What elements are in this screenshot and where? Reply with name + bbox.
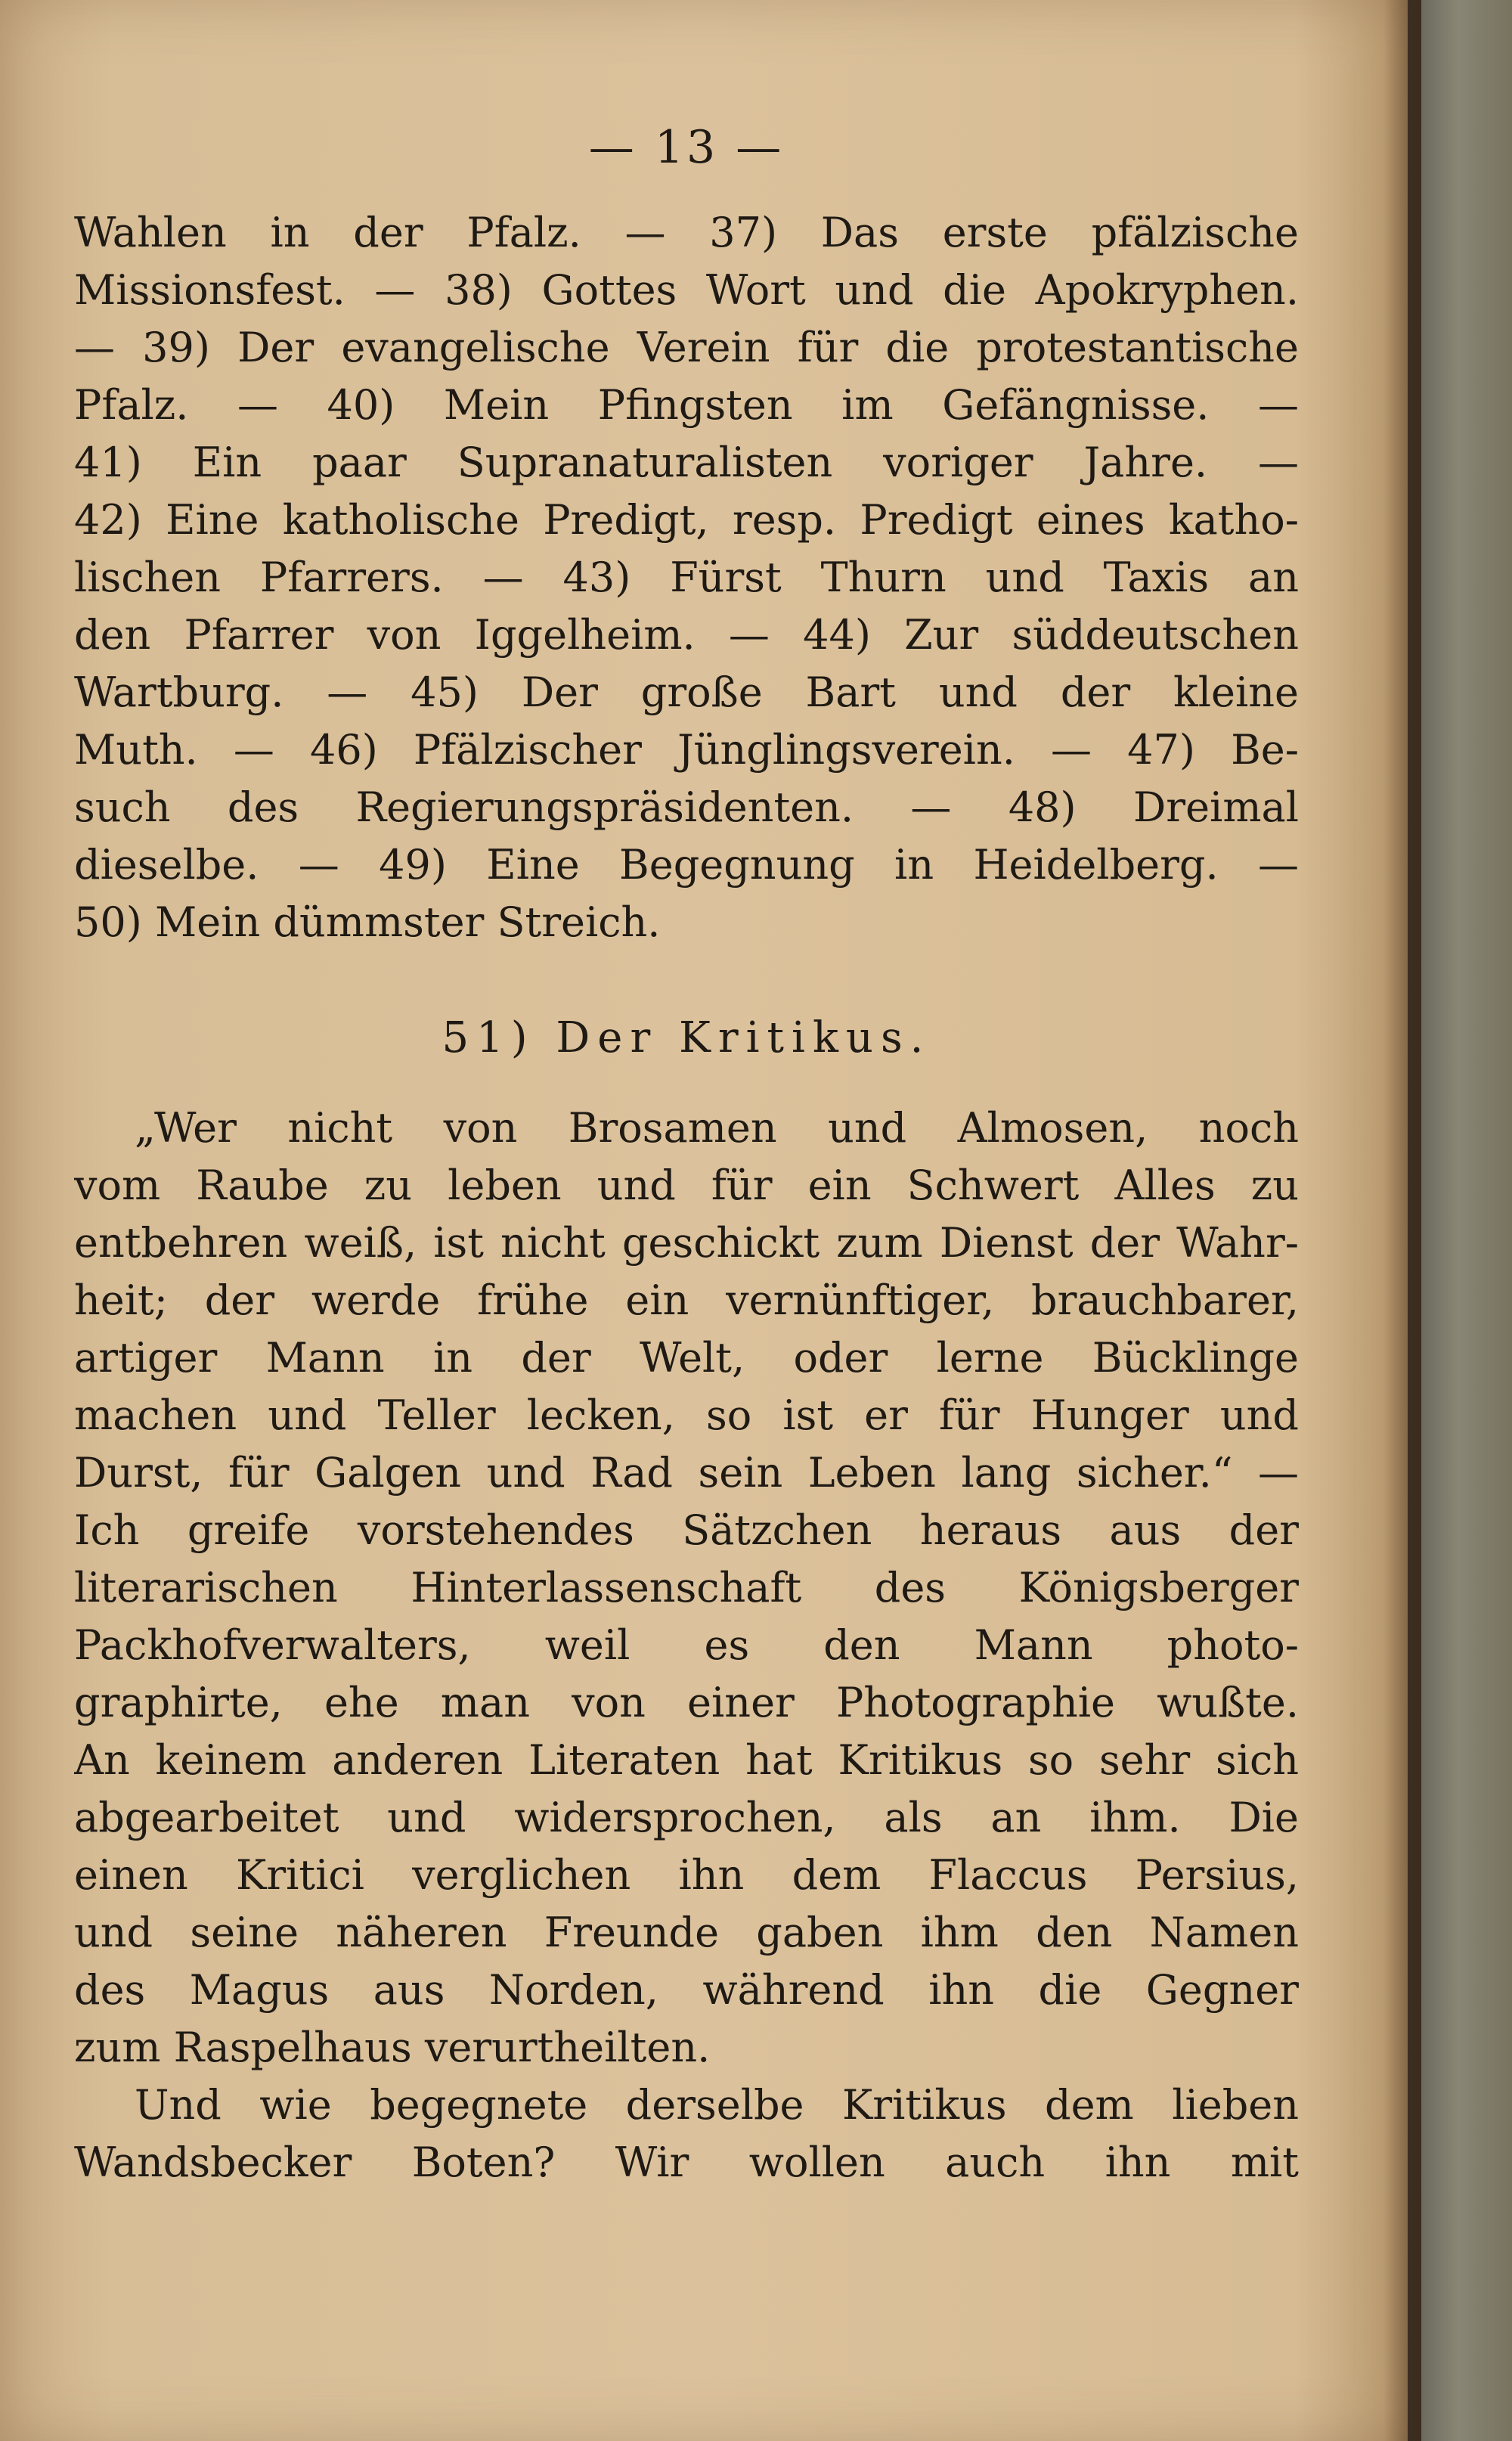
text-line: such des Regierungspräsidenten. — 48) Dreimal: [74, 783, 1299, 831]
text-line: dieselbe. — 49) Eine Begegnung in Heidelberg. —: [74, 841, 1299, 889]
text-line: vom Raube zu leben und für ein Schwert Alles zu: [74, 1162, 1299, 1209]
text-line: Wandsbecker Boten? Wir wollen auch ihn mit: [74, 2139, 1299, 2186]
text-line: — 39) Der evangelische Verein für die protestantische: [74, 324, 1299, 371]
section-heading: 51) Der Kritikus.: [442, 1013, 931, 1062]
text-line: Und wie begegnete derselbe Kritikus dem lieben: [135, 2081, 1299, 2129]
gutter-shadow: [1383, 0, 1421, 2441]
text-line: einen Kritici verglichen ihn dem Flaccus Persius,: [74, 1851, 1299, 1899]
text-line: Pfalz. — 40) Mein Pfingsten im Gefängnisse. —: [74, 381, 1299, 429]
text-line: des Magus aus Norden, während ihn die Gegner: [74, 1966, 1299, 2014]
paragraph-kritikus: [74, 1100, 1299, 2077]
page-text: [74, 121, 1299, 2191]
text-line: zum Raspelhaus verurtheilten.: [74, 2024, 711, 2071]
text-line: 41) Ein paar Supranaturalisten voriger Jahre. —: [74, 439, 1299, 486]
text-line: heit; der werde frühe ein vernünftiger, brauchbarer,: [74, 1276, 1299, 1324]
text-line: literarischen Hinterlassenschaft des Königsberger: [74, 1564, 1299, 1611]
text-line: entbehren weiß, ist nicht geschickt zum Dienst der Wahr-: [74, 1219, 1299, 1267]
text-line: abgearbeitet und widersprochen, als an ihm. Die: [74, 1794, 1299, 1841]
text-line: Missionsfest. — 38) Gottes Wort und die Apokryphen.: [74, 266, 1299, 314]
adjacent-page-edge: [1421, 0, 1512, 2441]
text-line: Packhofverwalters, weil es den Mann photo-: [74, 1621, 1299, 1669]
paragraph-list-of-chapters: [74, 204, 1299, 951]
text-line: graphirte, ehe man von einer Photographie wußte.: [74, 1679, 1299, 1726]
text-line: Muth. — 46) Pfälzischer Jünglingsverein. — 47) Be-: [74, 726, 1299, 774]
text-line: 42) Eine katholische Predigt, resp. Predigt eines katho-: [74, 496, 1299, 544]
text-line: An keinem anderen Literaten hat Kritikus so sehr sich: [74, 1736, 1299, 1784]
text-line: lischen Pfarrers. — 43) Fürst Thurn und Taxis an: [74, 554, 1299, 601]
paragraph-wandsbecker: [74, 2077, 1299, 2191]
page-number: — 13 —: [588, 121, 785, 174]
text-line: den Pfarrer von Iggelheim. — 44) Zur süddeutschen: [74, 611, 1299, 659]
text-line: artiger Mann in der Welt, oder lerne Bücklinge: [74, 1334, 1299, 1382]
text-line: 50) Mein dümmster Streich.: [74, 898, 661, 946]
text-line: Ich greife vorstehendes Sätzchen heraus aus der: [74, 1506, 1299, 1554]
text-line: machen und Teller lecken, so ist er für Hunger und: [74, 1391, 1299, 1439]
text-line: und seine näheren Freunde gaben ihm den Namen: [74, 1909, 1299, 1956]
text-line: Wartburg. — 45) Der große Bart und der kleine: [74, 668, 1299, 716]
text-line: Durst, für Galgen und Rad sein Leben lang sicher.“ —: [74, 1449, 1299, 1497]
text-line: „Wer nicht von Brosamen und Almosen, noch: [135, 1104, 1299, 1152]
text-line: Wahlen in der Pfalz. — 37) Das erste pfälzische: [74, 209, 1299, 256]
